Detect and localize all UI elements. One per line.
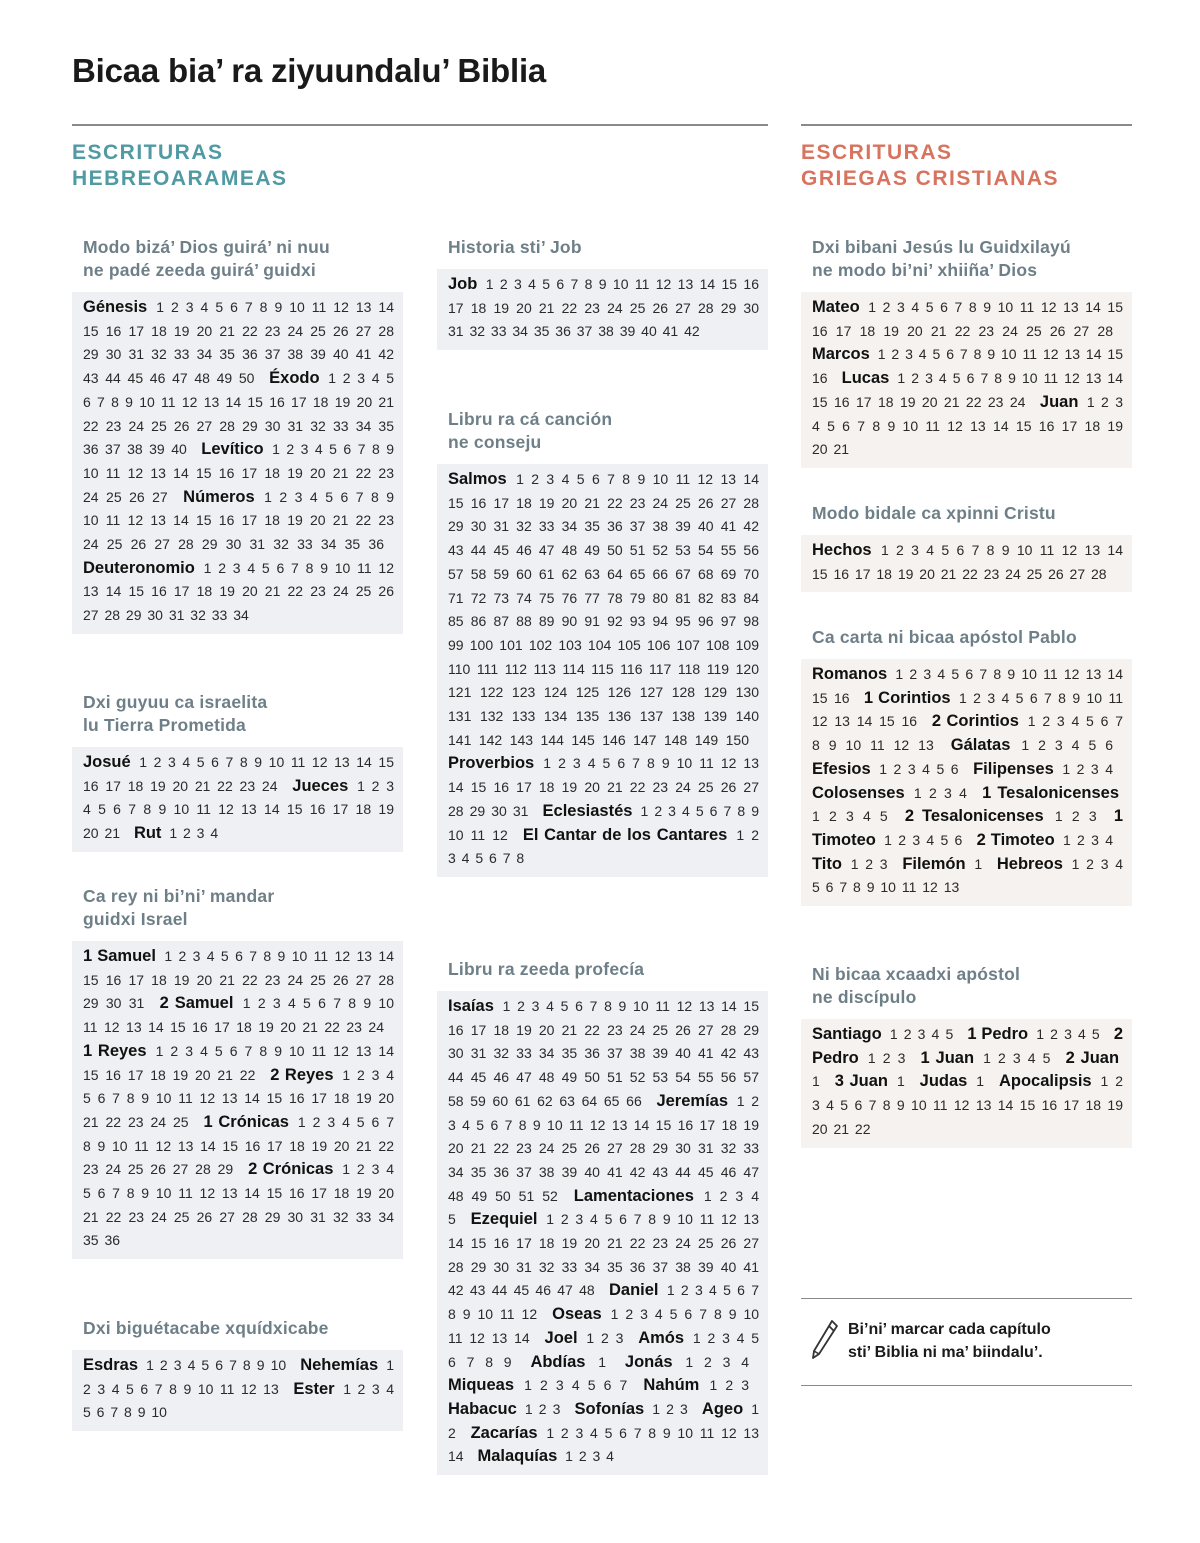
- book-oseas: Oseas: [552, 1305, 602, 1324]
- chapter-numbers[interactable]: 1 2 3 4 5 6: [879, 760, 959, 777]
- chapter-numbers[interactable]: 1 2 3 4 5 6 7 8 9 10 11 12 13 14 15 16 17 18 19 20 21 22 23 24 25 26 27 28 29 30 31 32 33 34 35 36 37 38 39 40 41 42 43 44 45 46 47 48 49 50 51 52: [448, 1092, 759, 1204]
- book-ester: Ester: [293, 1379, 335, 1398]
- book-list: [72, 747, 403, 852]
- book-jonas: Jonás: [624, 1352, 673, 1371]
- chapter-numbers[interactable]: 1: [598, 1353, 607, 1370]
- book-list: [72, 292, 403, 634]
- chapter-numbers[interactable]: 1 2 3 4 5 6 7 8 9 10 11 12 13 14 15 16 17 18 19 20 21 22: [812, 1073, 1124, 1137]
- chapter-numbers[interactable]: 1 2 3 4 5 6 7 8 9 10 11 12 13 14: [448, 1424, 759, 1465]
- book-genesis: Génesis: [83, 298, 148, 316]
- chapter-numbers[interactable]: 1 2 3 4 5 6 7 8 9 10 11 12 13 14 15 16: [812, 666, 1124, 706]
- group-promised-land: [72, 691, 403, 852]
- book-1-reyes: 1 Reyes: [83, 1041, 147, 1060]
- book-2-corintios: 2 Corintios: [931, 712, 1019, 731]
- book-list: [72, 1350, 403, 1431]
- group-heading-line1: Ca rey ni bi’ni’ mandar: [83, 886, 275, 906]
- book-juan: Juan: [1039, 392, 1079, 411]
- chapter-numbers[interactable]: 1 2 3 4 5 6 7 8 9 10 11 12 13 14 15 16 17 18 19 20 21 22 23 24 25 26 27 28 29 30 31: [448, 755, 759, 819]
- group-heading-line1: Libru ra cá canción: [448, 409, 613, 429]
- book-joel: Joel: [544, 1328, 578, 1347]
- book-amos: Amós: [638, 1328, 685, 1347]
- book-nehemias: Nehemías: [300, 1356, 379, 1374]
- chapter-numbers[interactable]: 1 2 3 4 5 6 7 8 9 10 11 12 13 14 15 16 17 18 19 20 21 22 23 24 25: [83, 1066, 394, 1130]
- chapter-numbers[interactable]: 1 2 3 4 5 6 7 8 9 10 11 12 13 14 15 16: [812, 346, 1123, 387]
- book-colosenses: Colosenses: [812, 783, 905, 802]
- book-1-timoteo: 1 Timoteo: [812, 807, 1124, 849]
- book-list: [801, 659, 1132, 906]
- chapter-numbers[interactable]: 1 2 3 4 5 6 7 8 9 10 11 12 13 14 15 16 17 18 19 20 21 22 23 24 25 26 27 28 29 30 31 32 33 34 35 36 37 38 39 40 41 42 43 44 45 46 47 48: [448, 1211, 759, 1299]
- book-levitico: Levítico: [201, 440, 264, 459]
- book-1-corintios: 1 Corintios: [863, 688, 951, 707]
- group-heading-line1: Dxi guyuu ca israelita: [83, 692, 268, 712]
- book-efesios: Efesios: [812, 759, 871, 778]
- chapter-numbers[interactable]: 1 2 3 4: [1062, 831, 1113, 848]
- book-nahum: Nahúm: [643, 1376, 700, 1395]
- chapter-numbers[interactable]: 1 2 3 4 5: [448, 1187, 759, 1228]
- chapter-numbers[interactable]: 1 2 3 4 5 6 7 8 9 10 11 12 13 14 15 16 17 18 19 20 21 22 23 24 25 26 27: [83, 441, 395, 505]
- group-return: [72, 1317, 403, 1431]
- group-heading: [448, 958, 768, 981]
- book-eclesiastes: Eclesiastés: [542, 801, 633, 820]
- book-list: [72, 941, 403, 1259]
- note-text: [848, 1318, 1051, 1364]
- chapter-numbers[interactable]: 1 2 3 4 5 6 7 8 9 10 11 12 13 14 15 16: [812, 689, 1123, 730]
- hebrew-section-heading: [72, 140, 288, 192]
- book-ageo: Ageo: [701, 1399, 744, 1418]
- chapter-numbers[interactable]: 1 2 3 4 5 6 7 8 9 10 11 12 13 14 15 16 17 18 19 20 21 22 23 24 25 26 27 28 29 30 31 32 33 34: [83, 559, 395, 624]
- chapter-numbers[interactable]: 1 2 3 4: [685, 1353, 750, 1370]
- book-esdras: Esdras: [83, 1356, 139, 1374]
- chapter-numbers[interactable]: 1 2 3 4 5 6 7 8 9: [448, 1329, 760, 1370]
- book-lamentaciones: Lamentaciones: [573, 1186, 694, 1205]
- chapter-numbers[interactable]: 1 2 3 4: [1062, 760, 1114, 777]
- group-heading: [83, 885, 403, 931]
- book-jueces: Jueces: [292, 776, 349, 795]
- book-apocalipsis: Apocalipsis: [998, 1072, 1092, 1091]
- book-2-pedro: 2 Pedro: [812, 1025, 1124, 1067]
- chapter-numbers[interactable]: 1 2 3 4 5 6: [1021, 737, 1114, 754]
- chapter-numbers[interactable]: 1 2 3 4 5 6 7 8 9 10 11 12 13 14 15 16 17 18 19 20 21 22 23 24 25 26 27 28 29 30 31 32 33 34 35 36 37 38 39 40 41 42 43 44 45 46 47 48 49 50: [83, 299, 395, 387]
- chapter-numbers[interactable]: 1 2 3 4 5 6 7 8 9 10 11 12 13 14 15 16 17 18 19 20 21 22 23 24 25 26 27 28 29 30 31: [83, 948, 394, 1012]
- group-heading: [448, 408, 768, 454]
- book-list: [437, 269, 768, 350]
- book-1-juan: 1 Juan: [920, 1048, 975, 1067]
- group-heading-line1: Dxi biguétacabe xquídxicabe: [83, 1318, 329, 1338]
- group-heading-line1: Modo bidale ca xpinni Cristu: [812, 503, 1056, 523]
- book-el-cantar-de-los-cantares: El Cantar de los Cantares: [522, 825, 728, 844]
- chapter-numbers[interactable]: 1 2 3: [652, 1400, 688, 1417]
- group-heading-line1: Ni bicaa xcaadxi apóstol: [812, 964, 1021, 984]
- group-heading-line1: Modo bizá’ Dios guirá’ ni nuu: [83, 237, 330, 257]
- chapter-numbers[interactable]: 1 2 3 4 5 6 7 8 9 10 11 12 13 14 15 16 17 18 19 20 21 22 23 24 25 26 27 28 29 30 31 32 33 34 35 36 37 38 39 40 41 42 43 44 45 46 47 48 49 50 51 52 53 54 55 56 57 58 59 60 61 62 63 64 65 66: [448, 998, 759, 1109]
- chapter-numbers[interactable]: 1 2 3 4 5 6 7 8: [448, 826, 759, 867]
- book-1-tesalonicenses: 1 Tesalonicenses: [982, 783, 1119, 802]
- book-salmos: Salmos: [448, 470, 507, 488]
- group-paul-letters: [801, 626, 1132, 906]
- group-creation: [72, 236, 403, 634]
- book-list: [801, 1019, 1132, 1148]
- book-numeros: Números: [183, 487, 255, 506]
- book-habacuc: Habacuc: [448, 1399, 517, 1418]
- book-2-juan: 2 Juan: [1065, 1048, 1120, 1067]
- book-tito: Tito: [812, 854, 842, 873]
- book-filipenses: Filipenses: [973, 759, 1054, 778]
- group-heading-line1: Historia sti’ Job: [448, 237, 582, 257]
- note-bottom-rule: [801, 1385, 1132, 1386]
- chapter-numbers[interactable]: 1 2 3 4: [169, 825, 219, 842]
- book-marcos: Marcos: [812, 345, 870, 364]
- chapter-numbers[interactable]: 1 2 3 4 5 6 7 8 9 10: [83, 1380, 395, 1421]
- book-2-samuel: 2 Samuel: [159, 994, 234, 1013]
- group-jesus-life: [801, 236, 1132, 468]
- note-line1: Bi’ni’ marcar cada capítulo: [848, 1321, 1051, 1338]
- book-mateo: Mateo: [812, 298, 860, 316]
- group-heading: [812, 502, 1132, 525]
- chapter-numbers[interactable]: 1 2 3 4 5 6: [884, 831, 963, 848]
- group-heading-line2: ne conseju: [448, 432, 542, 452]
- book-josue: Josué: [83, 753, 131, 771]
- book-zacarias: Zacarías: [470, 1423, 538, 1442]
- chapter-numbers[interactable]: 1 2 3: [867, 1049, 906, 1066]
- pencil-icon: [810, 1318, 840, 1362]
- book-exodo: Éxodo: [269, 369, 320, 388]
- chapter-numbers[interactable]: 1 2 3 4 5 6 7 8 9 10 11 12 13 14 15 16 17 18 19 20 21 22 23 24 25 26 27 28 29 30 31 32 33 34 35 36: [83, 1161, 395, 1249]
- chapter-numbers[interactable]: 1: [974, 855, 983, 872]
- book-deuteronomio: Deuteronomio: [83, 558, 195, 577]
- book-ezequiel: Ezequiel: [470, 1210, 538, 1229]
- hebrew-heading-line2: HEBREOARAMEAS: [72, 167, 288, 190]
- chapter-numbers[interactable]: 1 2 3: [850, 855, 888, 872]
- greek-section-heading: [801, 140, 1059, 192]
- group-job: [437, 236, 768, 350]
- note-line2: sti’ Biblia ni ma’ biindalu’.: [848, 1344, 1043, 1361]
- chapter-numbers[interactable]: 1 2 3 4 5 6 7 8 9 10 11 12 13 14 15 16 17 18 19 20 21 22 23 24 25 26 27 28 29 30 31 32 33 34 35 36 37 38 39 40: [83, 370, 394, 458]
- book-list: [437, 464, 768, 877]
- group-spread: [801, 502, 1132, 592]
- chapter-numbers[interactable]: 1 2 3 4 5: [889, 1026, 954, 1042]
- book-rut: Rut: [133, 824, 162, 843]
- chapter-numbers[interactable]: 1 2 3: [586, 1329, 624, 1346]
- chapter-numbers[interactable]: 1 2 3: [1054, 808, 1097, 825]
- note-top-rule: [801, 1298, 1132, 1299]
- group-prophecy: [437, 958, 768, 1475]
- group-heading: [812, 236, 1132, 282]
- group-heading-line1: Dxi bibani Jesús lu Guidxilayú: [812, 237, 1071, 257]
- book-2-reyes: 2 Reyes: [270, 1065, 334, 1084]
- book-filemon: Filemón: [902, 854, 966, 873]
- chapter-numbers[interactable]: 1: [976, 1073, 985, 1090]
- top-rule-greek: [801, 124, 1132, 126]
- chapter-numbers[interactable]: 1 2 3 4 5 6 7 8 9 10 11 12 13 14: [448, 1306, 760, 1346]
- chapter-numbers[interactable]: 1 2 3 4 5 6 7 8 9 10 11 12: [448, 802, 759, 843]
- book-1-samuel: 1 Samuel: [83, 947, 156, 965]
- book-miqueas: Miqueas: [448, 1376, 515, 1395]
- chapter-numbers[interactable]: 1 2 3 4 5 6 7 8 9 10 11 12 13 14 15 16 17 18 19 20 21 22: [83, 1042, 395, 1083]
- chapter-numbers[interactable]: 1 2 3 4 5 6 7 8 9 10 11 12 13 14 15 16 17 18 19 20 21: [812, 393, 1124, 458]
- group-heading-line2: ne modo bi’ni’ xhiiña’ Dios: [812, 260, 1038, 280]
- page-title: Bicaa bia’ ra ziyuundalu’ Biblia: [72, 52, 547, 89]
- book-1-cronicas: 1 Crónicas: [203, 1112, 289, 1131]
- book-list: [801, 535, 1132, 592]
- book-santiago: Santiago: [812, 1025, 882, 1043]
- group-kings: [72, 885, 403, 1259]
- book-2-tesalonicenses: 2 Tesalonicenses: [904, 807, 1044, 826]
- greek-heading-line1: ESCRITURAS: [801, 141, 953, 164]
- group-heading: [83, 1317, 403, 1340]
- chapter-numbers[interactable]: 1 2 3 4 5: [983, 1049, 1051, 1066]
- chapter-numbers[interactable]: 1 2 3 4 5 6 7 8 9 10 11 12 13 14 15 16 17 18 19 20 21 22 23 24 25 26 27 28: [812, 299, 1123, 339]
- group-heading: [83, 691, 403, 737]
- chapter-numbers[interactable]: 1 2 3 4 5: [1036, 1026, 1100, 1042]
- chapter-numbers[interactable]: 1 2 3 4 5 6 7 8 9 10: [146, 1357, 287, 1373]
- book-isaias: Isaías: [448, 997, 494, 1015]
- group-heading-line1: Libru ra zeeda profecía: [448, 959, 645, 979]
- book-malaquias: Malaquías: [477, 1447, 558, 1466]
- chapter-numbers[interactable]: 1 2: [448, 1400, 760, 1441]
- chapter-numbers[interactable]: 1 2 3: [524, 1400, 561, 1417]
- book-2-timoteo: 2 Timoteo: [976, 830, 1055, 849]
- chapter-numbers[interactable]: 1 2 3: [709, 1377, 750, 1394]
- group-other-letters: [801, 963, 1132, 1148]
- book-3-juan: 3 Juan: [834, 1072, 889, 1091]
- chapter-numbers[interactable]: 1 2 3 4 5 6 7 8 9 10 11 12 13 14 15 16 17 18 19 20 21 22 23 24 25 26 27 28 29 30 31 32 33 34 35 36: [83, 488, 394, 553]
- group-heading-line2: ne discípulo: [812, 987, 917, 1007]
- chapter-numbers[interactable]: 1 2 3 4 5 6 7 8 9 10 11 12 13 14 15 16 17 18 19 20 21 22 23 24: [812, 370, 1124, 410]
- group-songs: [437, 408, 768, 877]
- group-heading: [83, 236, 403, 282]
- chapter-numbers[interactable]: 1: [896, 1073, 905, 1090]
- book-romanos: Romanos: [812, 665, 888, 683]
- book-judas: Judas: [919, 1072, 968, 1091]
- group-heading-line2: guidxi Israel: [83, 909, 188, 929]
- book-hebreos: Hebreos: [996, 854, 1063, 873]
- book-jeremias: Jeremías: [656, 1091, 729, 1110]
- chapter-numbers[interactable]: 1 2 3 4 5 6 7 8 9 10 11 12 13 14 15 16 17 18 19 20 21 22 23 24 25 26 27 28 29 30 31 32 33 34 35 36 37 38 39 40 41 42 43 44 45 46 47 48 49 50 51 52 53 54 55 56 57 58 59 60 61 62 63 64 65 66 67 68 69 70 71 72 73 74 75 76 77 78 79 80 81 82 83 84 85 86 87 88 89 90 91 92 93 94 95 96 97 98 99 100 101 102 103 104 105 106 107 108 109 110 111 112 113 114 115 116 117 118 119 120 121 122 123 124 125 126 127 128 129 130 131 132 133 134 135 136 137 138 139 140 141 142 143 144 145 146 147 148 149 150: [448, 471, 759, 748]
- chapter-numbers[interactable]: 1 2 3 4 5 6 7 8 9 10 11 12 13 14 15 16 17 18 19 20 21 22 23 24 25 26 27 28: [812, 542, 1124, 582]
- book-abdias: Abdías: [530, 1352, 586, 1371]
- chapter-numbers[interactable]: 1 2 3 4 5 6 7 8 9 10 11 12 13 14 15 16 17 18 19 20 21 22 23 24 25 26 27 28 29: [83, 1113, 395, 1178]
- book-lucas: Lucas: [841, 369, 890, 388]
- chapter-numbers[interactable]: 1 2 3 4 5 6 7 8 9 10 11 12 13 14 15 16 17 18 19 20 21 22 23 24: [83, 995, 395, 1036]
- chapter-numbers[interactable]: 1 2 3 4 5: [812, 808, 888, 825]
- chapter-numbers[interactable]: 1 2 3 4 5 6 7 8 9 10 11 12 13: [83, 1357, 395, 1397]
- chapter-numbers[interactable]: 1 2 3 4 5 6 7 8 9 10 11 12 13 14 15 16 17 18 19 20 21: [83, 777, 395, 842]
- book-1-pedro: 1 Pedro: [967, 1025, 1029, 1043]
- book-proverbios: Proverbios: [448, 754, 535, 773]
- book-list: [801, 292, 1132, 468]
- chapter-numbers[interactable]: 1 2 3 4 5 6 7: [524, 1377, 628, 1394]
- chapter-numbers[interactable]: 1 2 3 4 5 6 7 8 9 10 11 12 13: [812, 855, 1124, 896]
- book-galatas: Gálatas: [950, 736, 1011, 755]
- chapter-numbers[interactable]: 1 2 3 4 5 6 7 8 9 10 11 12 13 14 15 16 17 18 19 20 21 22 23 24: [83, 754, 394, 794]
- group-heading-line2: lu Tierra Prometida: [83, 715, 246, 735]
- group-heading-line2: ne padé zeeda guirá’ guidxi: [83, 260, 316, 280]
- chapter-numbers[interactable]: 1 2 3 4 5 6 7 8 9 10 11 12: [448, 1282, 760, 1323]
- group-heading: [812, 963, 1132, 1009]
- greek-heading-line2: GRIEGAS CRISTIANAS: [801, 167, 1060, 190]
- group-heading-line1: Ca carta ni bicaa apóstol Pablo: [812, 627, 1077, 647]
- group-heading: [812, 626, 1132, 649]
- top-rule-hebrew: [72, 124, 768, 126]
- book-2-cronicas: 2 Crónicas: [248, 1160, 334, 1179]
- group-heading: [448, 236, 768, 259]
- chapter-numbers[interactable]: 1 2 3 4 5 6 7 8 9 10 11 12 13: [812, 713, 1124, 754]
- chapter-numbers[interactable]: 1 2 3 4 5 6 7 8 9 10 11 12 13 14 15 16 17 18 19 20 21 22 23 24 25 26 27 28 29 30 31 32 33 34 35 36 37 38 39 40 41 42: [448, 276, 760, 340]
- hebrew-heading-line1: ESCRITURAS: [72, 141, 224, 164]
- book-list: [437, 991, 768, 1475]
- book-sofonias: Sofonías: [574, 1399, 645, 1418]
- chapter-numbers[interactable]: 1 2 3 4: [565, 1448, 614, 1465]
- book-job: Job: [448, 275, 478, 293]
- book-daniel: Daniel: [609, 1281, 659, 1300]
- book-hechos: Hechos: [812, 541, 872, 559]
- chapter-numbers[interactable]: 1 2 3 4: [913, 784, 967, 801]
- chapter-numbers[interactable]: 1: [812, 1073, 820, 1090]
